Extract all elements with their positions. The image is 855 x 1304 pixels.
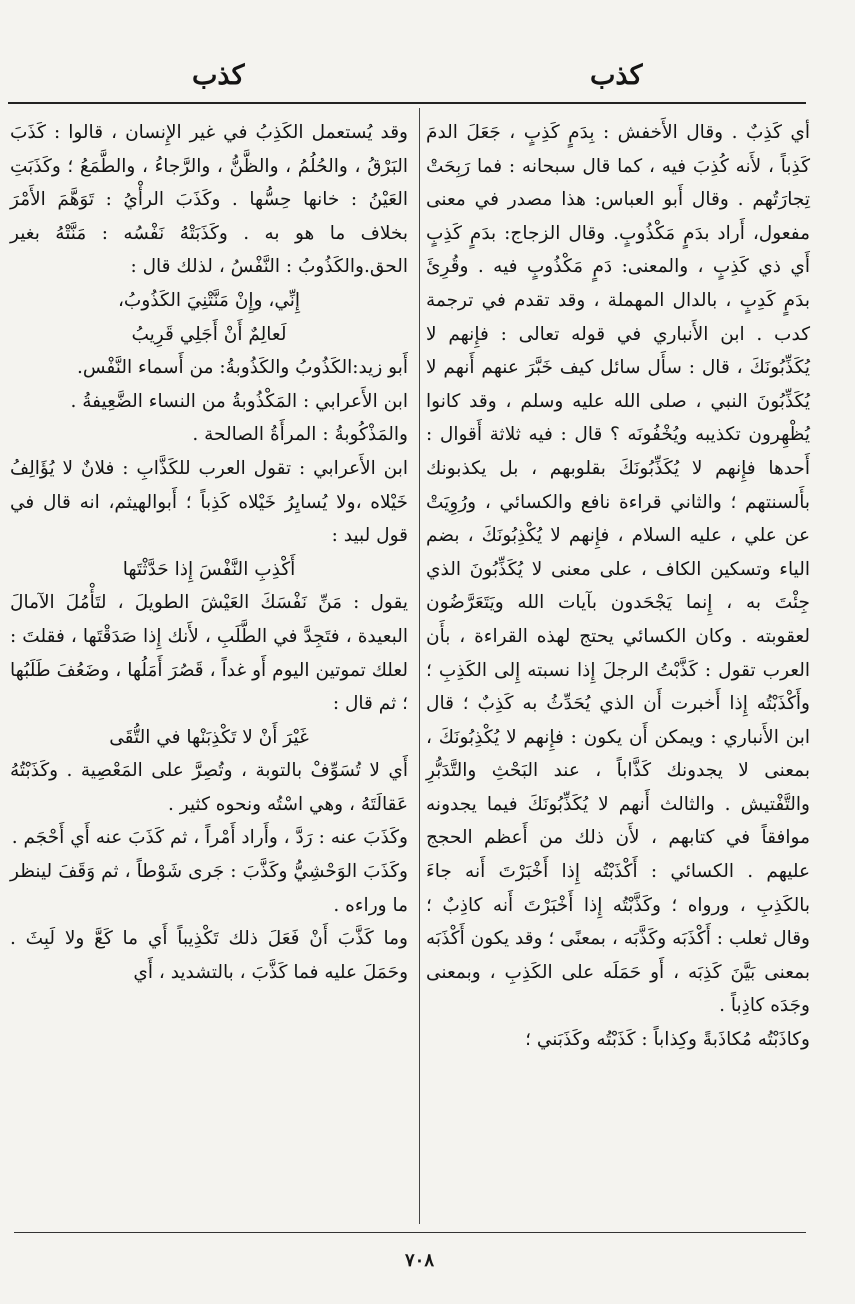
headword-left: كذب [192,60,245,91]
page-number: ٧٠٨ [405,1250,435,1271]
verse-line: غَيْرَ أَنْ لا تَكْذِبَنْها في التُّقَى [109,726,309,748]
paragraph: وكاذَبْتُه مُكاذَبةً وكِذاباً : كَذَبْتُه وكَذَبَني ؛ [525,1029,810,1051]
verse-line: لَعالِمٌ أَنْ أَجَلِي قَرِيبُ [131,323,287,345]
paragraph: أي كَذِبٌ . وقال الأَخفش : بِدَمٍ كَذِبٍ ، جَعَلَ الدمَ كَذِباً ، لأَنه كُذِبَ فيه ، كما قال سبحانه : فما رَبِحَتْ تِجارَتُهم . وقال أَبو العباس: هذا مصدر في معنى مفعول، أَراد بدَمٍ مَكْذُوبٍ. وقال الزجاج: بدَمٍ كَذِبٍ أَي ذي كَذِبٍ ، والمعنى: دَمٍ مَكْذُوبٍ فيه . وقُرِئَ بدَمٍ كَدِبٍ ، بالدال المهملة ، وقد تقدم في ترجمة كدب . ابن الأَنباري في قوله تعالى : فإِنهم لا يُكَذِّبُونَكَ ، قال : سأَل سائل كيف خَبَّرَ عنهم أَنهم لا يُكَذِّبُونَ النبي ، صلى الله عليه وسلم ، وقد كانوا يُظْهِرون تكذيبه ويُخْفُونَه ؟ قال : فيه ثلاثة أَقوال : أَحدها فإِنهم لا يُكَذِّبُونَكَ بقلوبهم ، بل يكذبونك بأَلسنتهم ؛ والثاني قراءة نافع والكسائي ، ورُوِيَتْ عن علي ، عليه السلام ، فإِنهم لا يُكْذِبُونَكَ ، بضم الياء وتسكين الكاف ، على معنى لا يُكَذِّبُونَ الذي جِئْتَ به ، إِنما يَجْحَدون بآيات الله ويَتَعَرَّضُون لعقوبته . وكان الكسائي يحتج لهذه القراءة ، بأَن العرب تقول : كَذَّبْتُ الرجلَ إِذا نسبته إِلى الكَذِبِ ؛ وأَكْذَبْتُه إِذا أَخبرت أَن الذي يُحَدِّثُ به كَذِبٌ ؛ قال ابن الأَنباري : ويمكن أَن يكون : فإِنهم لا يُكْذِبُونَكَ ، بمعنى لا يجدونك كَذَّاباً ، عند البَحْثِ والتَّدَبُّرِ والتَّفْتيش . والثالث أَنهم لا يُكَذِّبُونَكَ فيما يجدونه موافقاً في كتابهم ، لأَن ذلك من أَعظم الحجج عليهم . الكسائي : أَكْذَبْتُه إِذا أَخْبَرْتَ أَنه جاءَ بالكَذِبِ ، ورواه ؛ وكَذَّبْتُه إِذا أَخْبَرْتَ أَنه كاذِبٌ ؛ وقال ثعلب : أَكْذَبَه وكَذَّبَه ، بمعنًى ؛ وقد يكون أَكْذَبَه بمعنى بَيَّنَ كَذِبَه ، أَو حَمَلَه على الكَذِبِ ، وبمعنى وجَدَه كاذِباً . [426,122,810,1017]
column-divider [419,108,420,1224]
paragraph: ابن الأَعرابي : تقول العرب للكَذَّابِ : فلانٌ لا يُؤَالِفُ خَيْلاه ،ولا يُسايِرُ خَيْلاه كَذِباً ؛ أَبوالهيثم، انه قال في قول لبيد : [10,457,408,547]
paragraph: وقد يُستعمل الكَذِبُ في غير الإِنسان ، قالوا : كَذَبَ البَرْقُ ، والحُلُمُ ، والظَّنُّ ، والرَّجاءُ ، والطَّمَعُ ؛ وكَذَبَتِ العَيْنُ : خانها حِسُّها . وكَذَبَ الرأْيُ : تَوَهَّمَ الأَمْرَ بخلاف ما هو به . وكَذَبَتْهُ نَفْسُه : مَنَّتْهُ بغير الحق.والكَذُوبُ : النَّفْسُ ، لذلك قال : [10,122,408,278]
paragraph: أَبو زيد:الكَذُوبُ والكَذُوبةُ: من أَسماء النَّفْس. [76,357,408,379]
verse-line: أَكْذِبِ النَّفْسَ إِذا حَدَّثْتَها [122,558,296,580]
headword-right: كذب [590,60,643,91]
paragraph: وما كَذَّبَ أَنْ فَعَلَ ذلك تَكْذِيباً أَي ما كَعَّ ولا لَبِثَ . وحَمَلَ عليه فما كَذَّبَ ، بالتشديد ، أَي [10,928,408,983]
left-column [10,116,408,989]
paragraph: وكَذَبَ عنه : رَدَّ ، وأَراد أَمْراً ، ثم كَذَبَ عنه أَي أَحْجَم . [11,827,408,849]
right-column [426,116,810,1057]
paragraph: ابن الأَعرابي : المَكْذُوبةُ من النساء الضَّعِيفةُ . [70,390,408,412]
paragraph: أَي لا تُسَوِّفْ بالتوبة ، وتُصِرَّ على المَعْصِية . وكَذَبْتُهُ عَقالَتَهُ ، وهي اسْتُه ونحوه كثير . [10,760,408,815]
paragraph: والمَذْكُوبةُ : المرأَةُ الصالحة . [192,424,408,446]
top-rule [8,102,806,104]
verse-line: إِنِّي، وإِنْ مَنَّتْنِيَ الكَذُوبُ، [117,289,301,311]
paragraph: وكَذَبَ الوَحْشِيُّ وكَذَّبَ : جَرى شَوْطاً ، ثم وَقَفَ لينظر ما وراءه . [10,861,408,916]
paragraph: يقول : مَنِّ نَفْسَكَ العَيْشَ الطويلَ ، لتَأْمُلَ الآمالَ البعيدة ، فتَجِدَّ في الطَّلَبِ ، لأَنك إِذا صَدَقْتَها ، فقلتَ : لعلك تموتين اليوم أَو غداً ، قَصُرَ أَمَلُها ، وضَعُفَ طَلَبُها ؛ ثم قال : [10,592,408,715]
bottom-rule [14,1232,806,1233]
